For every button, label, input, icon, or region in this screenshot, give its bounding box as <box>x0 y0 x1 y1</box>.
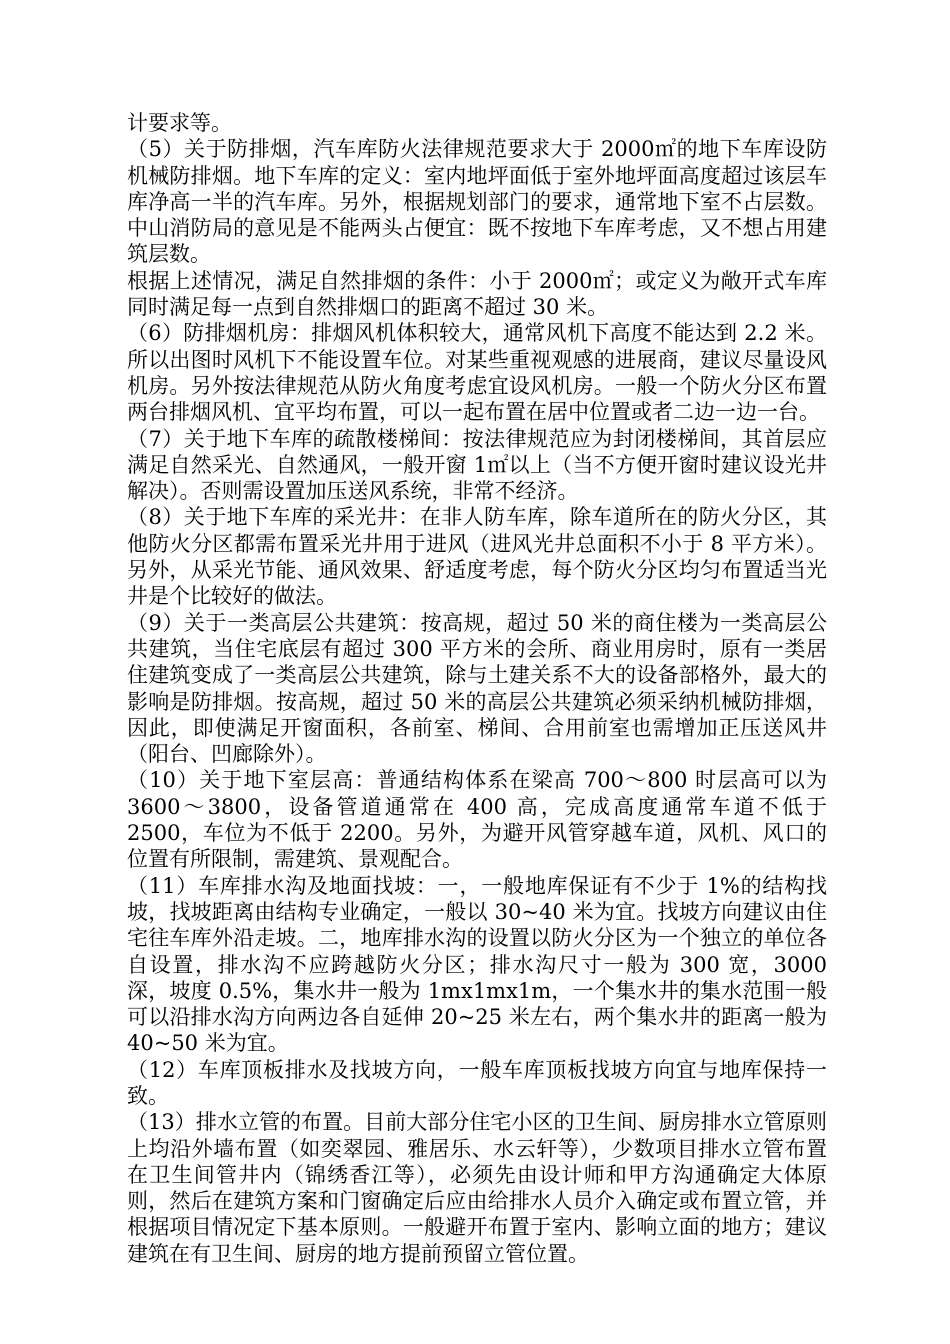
paragraph-item-9-high-rise: （9）关于一类高层公共建筑：按高规，超过 50 米的商住楼为一类高层公共建筑，当住宅底层有超过 300 平方米的会所、商业用房时，原有一类居住建筑变成了一类高层公共建筑，除与土建关系不大的设备部格外，最大的影响是防排烟。按高规，超过 50 米的高层公共建筑必须采纳机械防排烟，因此，即使满足开窗面积，各前室、梯间、合用前室也需增加正压送风井（阳台、凹廊除外）。 <box>127 610 827 767</box>
paragraph-natural-smoke-conditions: 根据上述情况，满足自然排烟的条件：小于 2000㎡；或定义为敞开式车库同时满足每一点到自然排烟口的距离不超过 30 米。 <box>127 268 827 320</box>
paragraph-item-11-drainage-ditch: （11）车库排水沟及地面找坡：一，一般地库保证有不少于 1%的结构找坡，找坡距离由结构专业确定，一般以 30~40 米为宜。找坡方向建议由住宅往车库外沿走坡。二，地库排水沟的设置以防火分区为一个独立的单位各自设置，排水沟不应跨越防火分区；排水沟尺寸一般为 300 宽，3000 深，坡度 0.5%，集水井一般为 1mx1mx1m，一个集水井的集水范围一般可以沿排水沟方向两边各自延伸 20~25 米左右，两个集水井的距离一般为 40~50 米为宜。 <box>127 873 827 1056</box>
paragraph-item-7-evacuation-stair: （7）关于地下车库的疏散楼梯间：按法律规范应为封闭楼梯间，其首层应满足自然采光、自然通风，一般开窗 1㎡以上（当不方便开窗时建议设光井解决）。否则需设置加压送风系统，非常不经济。 <box>127 426 827 504</box>
paragraph-item-6-fan-room: （6）防排烟机房：排烟风机体积较大，通常风机下高度不能达到 2.2 米。所以出图时风机下不能设置车位。对某些重视观感的进展商，建议尽量设风机房。另外按法律规范从防火角度考虑宜设风机房。一般一个防火分区布置两台排烟风机、宜平均布置，可以一起布置在居中位置或者二边一边一台。 <box>127 321 827 425</box>
paragraph-item-13-drain-riser: （13）排水立管的布置。目前大部分住宅小区的卫生间、厨房排水立管原则上均沿外墙布置（如奕翠园、雅居乐、水云轩等），少数项目排水立管布置在卫生间管井内（锦绣香江等），必须先由设计师和甲方沟通确定大体原则，然后在建筑方案和门窗确定后应由给排水人员介入确定或布置立管，并根据项目情况定下基本原则。一般避开布置于室内、影响立面的地方；建议建筑在有卫生间、厨房的地方提前预留立管位置。 <box>127 1110 827 1266</box>
paragraph-item-12-roof-drainage: （12）车库顶板排水及找坡方向，一般车库顶板找坡方向宜与地库保持一致。 <box>127 1057 827 1108</box>
paragraph-continuation: 计要求等。 <box>127 111 232 135</box>
document-body <box>127 110 827 1267</box>
paragraph-item-5-smoke-exhaust: （5）关于防排烟，汽车库防火法律规范要求大于 2000㎡的地下车库设防机械防排烟。地下车库的定义：室内地坪面低于室外地坪面高度超过该层车库净高一半的汽车库。另外，根据规划部门的要求，通常地下室不占层数。中山消防局的意见是不能两头占便宜：既不按地下车库考虑，又不想占用建筑层数。 <box>127 137 827 267</box>
paragraph-item-10-floor-height: （10）关于地下室层高：普通结构体系在梁高 700～800 时层高可以为 3600～3800，设备管道通常在 400 高，完成高度通常车道不低于 2500，车位为不低于 2200。另外，为避开风管穿越车道，风机、风口的位置有所限制，需建筑、景观配合。 <box>127 768 827 872</box>
paragraph-item-8-light-well: （8）关于地下车库的采光井：在非人防车库，除车道所在的防火分区，其他防火分区都需布置采光井用于进风（进风光井总面积不小于 8 平方米）。另外，从采光节能、通风效果、舒适度考虑，每个防火分区均匀布置适当光井是个比较好的做法。 <box>127 505 827 609</box>
